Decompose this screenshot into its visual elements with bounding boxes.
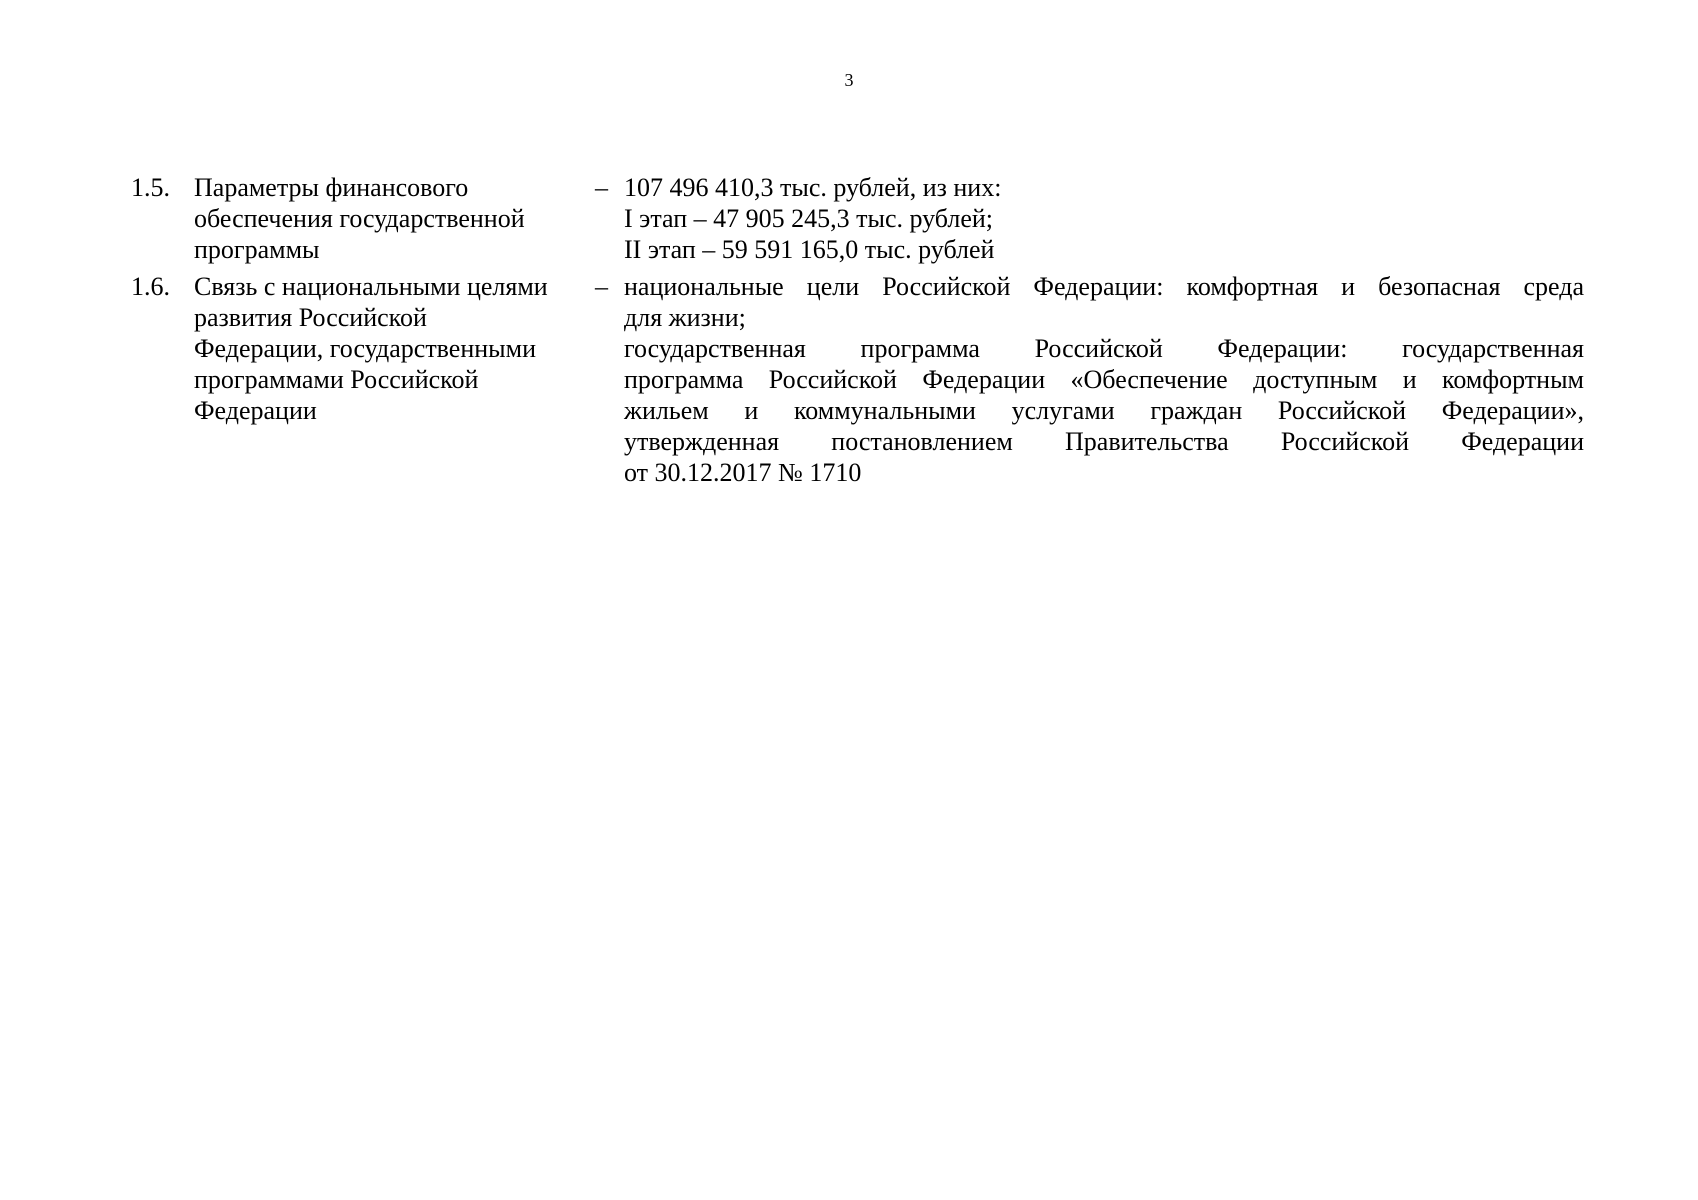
value-line: для жизни; xyxy=(624,303,746,332)
row-dash: – xyxy=(595,173,608,202)
label-line: обеспечения государственной xyxy=(194,204,525,233)
value-line: II этап – 59 591 165,0 тыс. рублей xyxy=(624,235,995,264)
value-line: от 30.12.2017 № 1710 xyxy=(624,458,862,487)
row-number: 1.5. xyxy=(131,173,170,202)
row-number: 1.6. xyxy=(131,272,170,301)
row-value xyxy=(624,172,1584,265)
table-row-1-5 xyxy=(0,172,1698,265)
value-line: программа Российской Федерации «Обеспечение доступным и комфортным xyxy=(624,365,1584,394)
passport-table xyxy=(0,172,1698,488)
value-line: жильем и коммунальными услугами граждан Российской Федерации», xyxy=(624,396,1584,425)
value-line: I этап – 47 905 245,3 тыс. рублей; xyxy=(624,204,994,233)
row-value xyxy=(624,271,1584,488)
label-line: Федерации xyxy=(194,396,317,425)
row-label xyxy=(194,271,589,426)
value-line: 107 496 410,3 тыс. рублей, из них: xyxy=(624,173,1002,202)
table-row-1-6 xyxy=(0,271,1698,488)
page-number: 3 xyxy=(844,70,854,90)
label-line: развития Российской xyxy=(194,303,427,332)
label-line: Параметры финансового xyxy=(194,173,469,202)
label-line: программы xyxy=(194,235,320,264)
value-line: государственная программа Российской Федерации: государственная xyxy=(624,334,1584,363)
row-label xyxy=(194,172,589,265)
value-line: утвержденная постановлением Правительства Российской Федерации xyxy=(624,427,1584,456)
label-line: Федерации, государственными xyxy=(194,334,537,363)
label-line: программами Российской xyxy=(194,365,479,394)
row-dash: – xyxy=(595,272,608,301)
label-line: Связь с национальными целями xyxy=(194,272,548,301)
value-line: национальные цели Российской Федерации: комфортная и безопасная среда xyxy=(624,272,1584,301)
